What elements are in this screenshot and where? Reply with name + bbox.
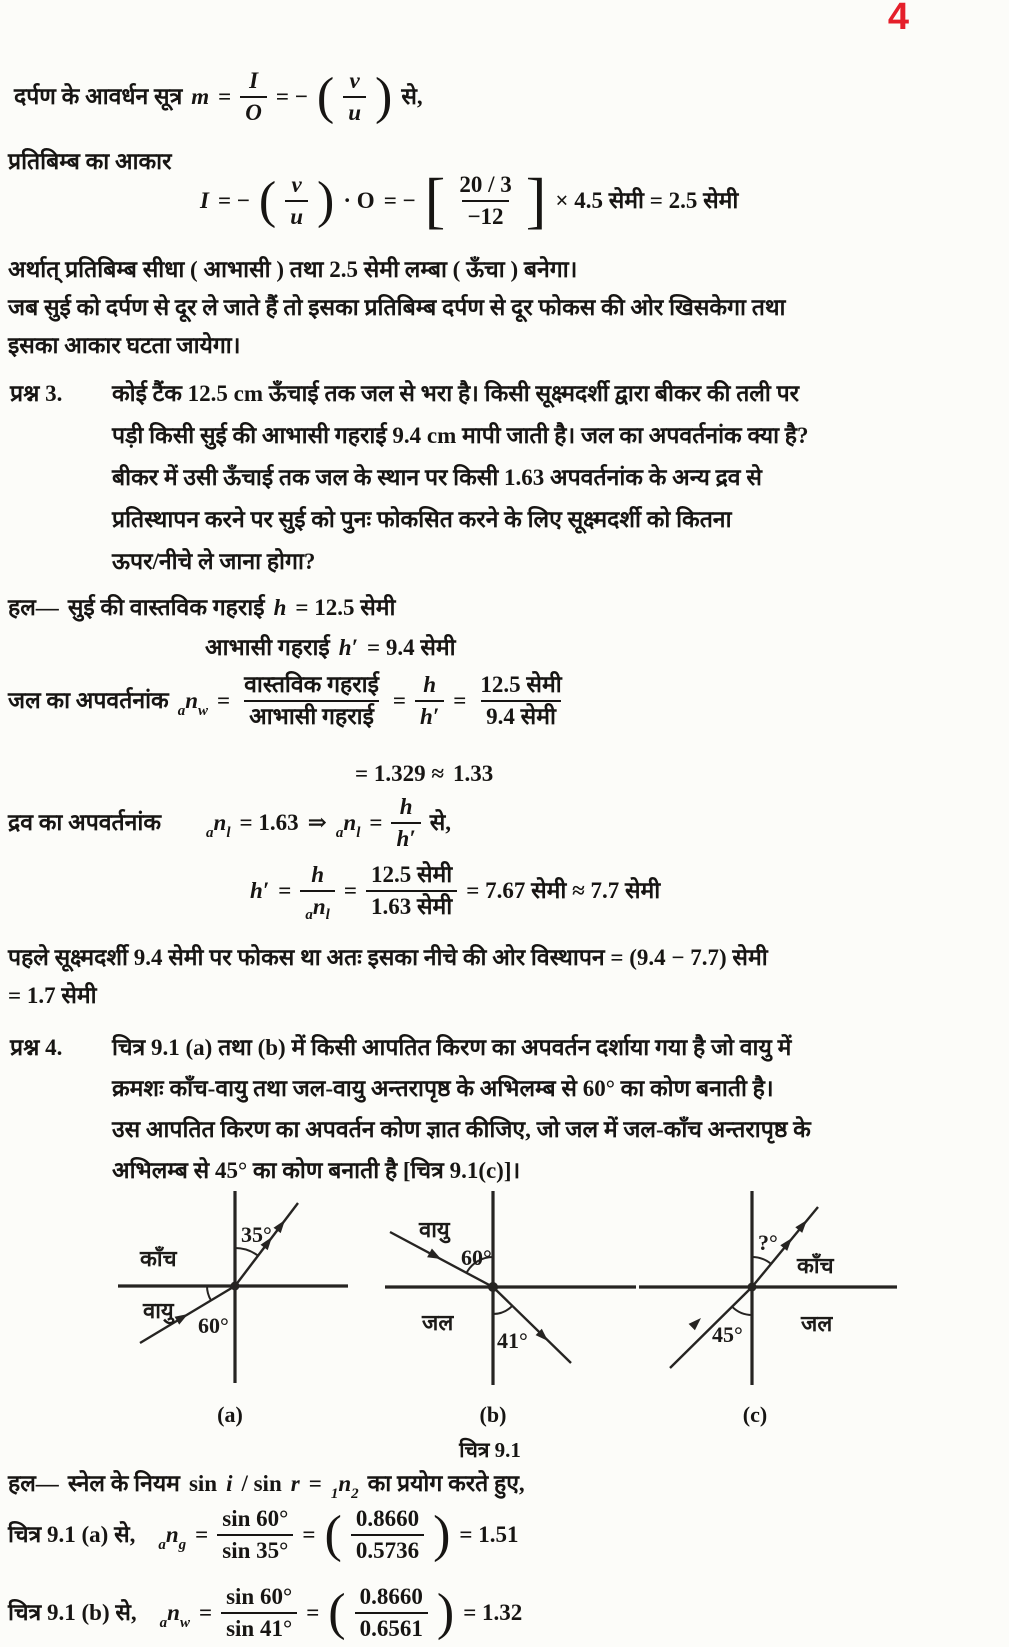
question-text: बीकर में उसी ऊँचाई तक जल के स्थान पर किसी 1.63 अपवर्तनांक के अन्य द्रव से [112, 465, 762, 490]
paragraph-text: अर्थात् प्रतिबिम्ब सीधा ( आभासी ) तथा 2.5 सेमी लम्बा ( ऊँचा ) बनेगा। [8, 257, 578, 282]
pre-subscript: a [305, 907, 313, 924]
angle-label-35: 35° [241, 1222, 272, 1247]
medium-label-glass: काँच [140, 1246, 177, 1271]
equation-result: = 1.32 [463, 1600, 523, 1626]
equals-sign: = [343, 878, 357, 904]
snell-tail: का प्रयोग करते हुए, [367, 1471, 525, 1496]
figure-caption: चित्र 9.1 [459, 1438, 521, 1462]
var-n: n [165, 1522, 179, 1548]
arrowhead [175, 1314, 188, 1325]
question-3-line-4 [112, 506, 732, 535]
right-bracket: ] [525, 167, 547, 235]
displacement-text: पहले सूक्ष्मदर्शी 9.4 सेमी पर फोकस था अतः इसका नीचे की ओर विस्थापन = (9.4 − 7.7) सेमी [8, 945, 768, 970]
snell-text: स्नेल के नियम [67, 1471, 180, 1496]
real-depth-text: सुई की वास्तविक गहराई [67, 595, 265, 620]
right-paren: ) [375, 68, 393, 126]
angle-arc-bottom [732, 1307, 752, 1315]
question-4-label [10, 1034, 62, 1063]
var-h-prime: h′ [338, 635, 358, 660]
arrowhead [427, 1249, 441, 1260]
fraction-numerator: h [399, 794, 413, 819]
fraction-numerator: sin 60° [226, 1584, 293, 1609]
real-depth-value: = 12.5 सेमी [295, 595, 396, 620]
medium-label-water: जल [801, 1311, 833, 1336]
paragraph-text: जब सुई को दर्पण से दूर ले जाते हैं तो इसका प्रतिबिम्ब दर्पण से दूर फोकस की ओर खिसकेगा तथा [8, 295, 786, 320]
equation-result: = 1.51 [459, 1522, 519, 1548]
fraction-denominator: 1.63 सेमी [366, 890, 457, 920]
question-4-line-4 [112, 1157, 520, 1186]
fraction-values [366, 862, 457, 921]
question-text: उस आपतित किरण का अपवर्तन कोण ज्ञात कीजिए, जो जल में जल-काँच अन्तरापृष्ठ के [112, 1117, 811, 1142]
angle-arc-bottom [493, 1306, 512, 1314]
fraction-numerator: 0.8660 [359, 1584, 423, 1609]
fraction-numerator: v [349, 68, 360, 93]
hal-label: हल— [8, 1471, 59, 1496]
approx-value: = 1.329 ≈ [355, 761, 444, 786]
equals-sign: = [392, 688, 407, 714]
subscript: l [356, 825, 361, 842]
question-4-line-1 [112, 1034, 791, 1063]
question-3-line-1 [112, 380, 799, 409]
equation-result: = 7.67 सेमी ≈ 7.7 सेमी [466, 878, 661, 904]
equals-sign: = [217, 688, 231, 714]
fraction-denominator: आभासी गहराई [244, 700, 379, 730]
equals-sign: = [302, 1522, 316, 1548]
fraction-denominator: O [240, 96, 267, 126]
left-paren: ( [316, 68, 335, 126]
var-h: h [273, 595, 287, 620]
diagram-a-glass-air [110, 1185, 360, 1390]
equals-minus-sign: = − [217, 187, 250, 213]
conclusion-line-2 [8, 294, 786, 323]
equation-fig-b [8, 1584, 522, 1643]
approx-rounded-value: 1.33 [452, 761, 494, 786]
var-r: r [290, 1471, 300, 1496]
se-suffix: से, [429, 810, 452, 836]
equals-sign: = [278, 878, 292, 904]
dot-O-term: · O [343, 187, 375, 213]
fraction-denominator: 0.5736 [351, 1534, 424, 1564]
medium-label-air: वायु [419, 1217, 450, 1242]
fraction-sin-values [355, 1584, 428, 1643]
var-n: n [185, 688, 198, 714]
pre-subscript: a [335, 825, 344, 842]
angle-label-60: 60° [461, 1245, 492, 1270]
liquid-refractive-index-line [8, 794, 451, 853]
fraction-v-u [343, 68, 366, 127]
var-i: i [226, 1471, 233, 1496]
equals-minus-sign: = − [383, 187, 416, 213]
subscript: g [178, 1537, 187, 1554]
image-size-equation [200, 167, 739, 235]
fraction-numerator: 20 / 3 [459, 171, 512, 197]
medium-label-glass: काँच [797, 1253, 834, 1278]
equals-sign: = [369, 810, 383, 836]
pre-subscript: a [177, 703, 186, 720]
fraction-denominator: u [285, 200, 308, 230]
conclusion-line-3 [8, 332, 240, 361]
apparent-depth-text: आभासी गहराई [205, 635, 330, 660]
right-paren: ) [436, 1584, 455, 1642]
fig-a-prefix: चित्र 9.1 (a) से, [8, 1522, 136, 1548]
var-h-prime: h′ [250, 878, 270, 904]
subscript: 2 [351, 1486, 359, 1502]
refractive-index-a-n-l [335, 809, 361, 842]
question-text: पड़ी किसी सुई की आभासी गहराई 9.4 cm मापी जाती है। जल का अपवर्तनांक क्या है? [112, 423, 809, 448]
fraction-depth-values [475, 672, 566, 731]
incidence-point-dot [748, 1283, 757, 1292]
left-paren: ( [258, 172, 277, 229]
refractive-index-a-n-g [158, 1521, 187, 1554]
question-3-line-5 [112, 548, 315, 577]
fraction-denominator: sin 35° [217, 1534, 293, 1564]
apparent-depth-value: = 9.4 सेमी [366, 635, 456, 660]
question-text: प्रतिस्थापन करने पर सुई को पुनः फोकसित करने के लिए सूक्ष्मदर्शी को कितना [112, 507, 732, 532]
angle-label-45: 45° [712, 1322, 743, 1347]
var-n: n [343, 810, 357, 836]
left-paren: ( [324, 1506, 342, 1564]
angle-label-41: 41° [497, 1328, 528, 1353]
fraction-sin-ratio [217, 1506, 293, 1565]
question-3-line-3 [112, 464, 762, 493]
angle-arc-top [235, 1248, 258, 1256]
sin-word: sin [188, 1471, 218, 1496]
diagram-c-water-glass [635, 1185, 905, 1390]
pre-subscript: a [159, 1615, 168, 1632]
snell-law-line [8, 1470, 525, 1502]
question-3-label [10, 380, 62, 409]
liquid-index-value: = 1.63 [239, 810, 299, 836]
fraction-sin-ratio [221, 1584, 297, 1643]
mirror-formula-line [14, 68, 423, 127]
var-m: m [191, 84, 210, 110]
question-text: अभिलम्ब से 45° का कोण बनाती है [चित्र 9.1(c)]। [112, 1158, 521, 1183]
solution-apparent-depth-line [205, 634, 456, 663]
heading-text: प्रतिबिम्ब का आकार [8, 149, 172, 174]
pre-subscript: a [158, 1537, 166, 1554]
equals-minus-sign: = − [275, 84, 308, 110]
fraction-v-u [285, 172, 308, 231]
solution-real-depth-line [8, 594, 395, 623]
subscript: l [226, 825, 231, 842]
var-I: I [200, 187, 209, 213]
pre-subscript: 1 [330, 1486, 339, 1502]
se-suffix: से, [401, 84, 423, 110]
angle-arc-top [752, 1257, 771, 1264]
angle-arc-bottom [207, 1286, 211, 1300]
page-number: 4 [887, 0, 909, 38]
image-size-heading [8, 148, 172, 177]
paragraph-text: इसका आकार घटता जायेगा। [8, 333, 241, 358]
fraction-denominator: −12 [462, 200, 508, 230]
conclusion-line-1 [8, 256, 577, 285]
var-n: n [167, 1600, 180, 1626]
fraction-numerator: v [291, 171, 302, 197]
liquid-index-label: द्रव का अपवर्तनांक [8, 810, 162, 836]
hal-label: हल— [8, 595, 59, 620]
incidence-point-dot [231, 1282, 240, 1291]
fraction-denominator: h′ [391, 822, 420, 852]
refractive-index-a-n-w [159, 1599, 190, 1632]
subscript: w [179, 1615, 190, 1632]
question-4-line-2 [112, 1075, 774, 1104]
fraction-numerator: वास्तविक गहराई [244, 672, 379, 697]
displacement-value: = 1.7 सेमी [8, 983, 97, 1008]
fraction-h-hprime [415, 672, 444, 731]
fraction-sin-values [351, 1506, 424, 1565]
incidence-point-dot [488, 1282, 498, 1292]
question-text: कोई टैंक 12.5 cm ऊँचाई तक जल से भरा है। किसी सूक्ष्मदर्शी द्वारा बीकर की तली पर [112, 381, 800, 406]
refractive-index-a-n-l [206, 809, 231, 842]
fraction-numerator: h [311, 862, 324, 887]
equals-sign: = [306, 1600, 320, 1626]
equals-sign: = [198, 1600, 213, 1626]
var-n: n [312, 894, 326, 920]
equals-sign: = [308, 1471, 322, 1496]
fraction-denominator: sin 41° [221, 1612, 297, 1642]
slash-sin: / sin [241, 1471, 282, 1496]
diagram-b-air-water [385, 1185, 640, 1390]
angle-label-unknown: ?° [758, 1230, 778, 1255]
fraction-denominator: h′ [415, 700, 444, 730]
fraction-numerator: sin 60° [222, 1506, 289, 1531]
angle-label-60: 60° [198, 1313, 229, 1338]
equals-sign: = [195, 1522, 209, 1548]
diagram-c-caption: (c) [742, 1402, 768, 1427]
refractive-index-1-n-2 [330, 1470, 359, 1502]
question-3-line-2 [112, 422, 809, 451]
question-number: प्रश्न 3. [10, 381, 63, 406]
mirror-formula-prefix: दर्पण के आवर्धन सूत्र [14, 84, 183, 110]
fraction-h-over-anl [300, 862, 334, 924]
diagram-a-caption: (a) [217, 1402, 243, 1427]
displacement-result [8, 982, 97, 1011]
implies-arrow: ⇒ [307, 810, 327, 836]
var-n: n [338, 1471, 352, 1496]
water-refractive-index-line [8, 672, 567, 731]
equation-fig-a [8, 1506, 519, 1565]
displacement-line [8, 944, 768, 973]
fraction-denominator: 0.6561 [355, 1612, 428, 1642]
question-text: क्रमशः काँच-वायु तथा जल-वायु अन्तरापृष्ठ के अभिलम्ब से 60° का कोण बनाती है। [112, 1076, 774, 1101]
equation-result: × 4.5 सेमी = 2.5 सेमी [555, 187, 739, 213]
right-paren: ) [433, 1506, 451, 1564]
medium-label-air: वायु [143, 1298, 174, 1323]
pre-subscript: a [206, 825, 214, 842]
fraction-denominator: 9.4 सेमी [481, 700, 561, 730]
fraction-numerator: 12.5 सेमी [370, 862, 453, 887]
fraction-h-hprime [391, 794, 420, 853]
arrowhead [689, 1318, 701, 1330]
question-4-line-3 [112, 1116, 811, 1145]
right-paren: ) [317, 172, 335, 229]
fraction-numerator: h [423, 672, 437, 697]
left-paren: ( [328, 1584, 346, 1642]
subscript: w [198, 703, 209, 720]
question-number: प्रश्न 4. [10, 1035, 63, 1060]
equals-sign: = [453, 688, 467, 714]
water-index-label: जल का अपवर्तनांक [8, 688, 169, 714]
diagram-b-caption: (b) [479, 1402, 507, 1427]
fraction-denominator: u [343, 96, 366, 126]
refractive-index-a-n-w [177, 687, 209, 720]
left-bracket: [ [424, 167, 446, 235]
fraction-I-O [240, 68, 267, 127]
subscript: l [325, 907, 330, 924]
fraction-depth-words [239, 672, 384, 731]
fraction-20-3-over-minus-12 [454, 172, 516, 231]
fraction-denominator-a-n-l [300, 890, 334, 924]
medium-label-water: जल [422, 1310, 454, 1335]
fraction-numerator: 12.5 सेमी [480, 672, 562, 697]
index-approx-result-line [355, 760, 493, 789]
question-text: चित्र 9.1 (a) तथा (b) में किसी आपतित किरण का अपवर्तन दर्शाया गया है जो वायु में [112, 1035, 792, 1060]
question-text: ऊपर/नीचे ले जाना होगा? [112, 549, 316, 574]
fig-b-prefix: चित्र 9.1 (b) से, [8, 1600, 137, 1626]
new-apparent-depth-equation [250, 862, 661, 924]
equals-sign: = [218, 84, 232, 110]
var-n: n [213, 810, 227, 836]
fraction-numerator: 0.8660 [355, 1506, 420, 1531]
fraction-numerator: I [249, 68, 259, 93]
